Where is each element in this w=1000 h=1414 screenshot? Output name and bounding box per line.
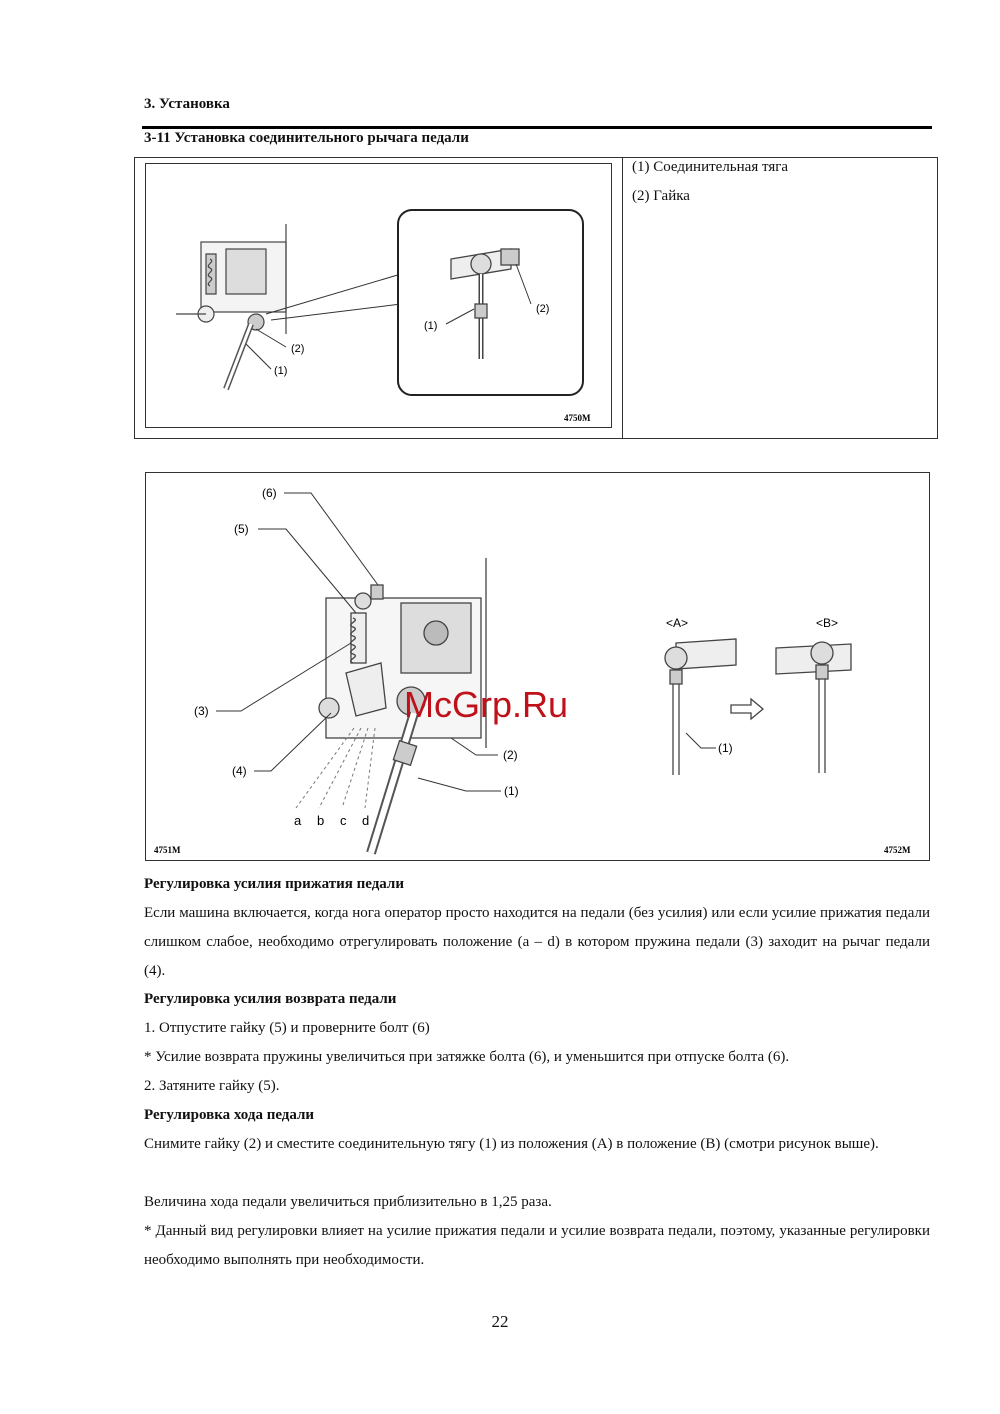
stroke-text: Снимите гайку (2) и сместите соединительную тягу (1) из положения (A) в положение (B) (смотри рисунок выше).: [144, 1136, 879, 1152]
pos-c: c: [340, 813, 347, 828]
position-a-label: <A>: [666, 616, 689, 630]
callout-1: (1): [274, 365, 288, 377]
section-title: 3. Установка: [144, 96, 230, 112]
fig2-callout-2: (2): [503, 748, 518, 762]
fig2-callout-3: (3): [194, 704, 209, 718]
fig2-callout-5: (5): [234, 522, 249, 536]
figure1-code: 4750M: [564, 413, 591, 423]
stroke-note: * Данный вид регулировки влияет на усилие прижатия педали и усилие возврата педали, поэтому, указанные регулировки необходимо выполнять при необходимости.: [144, 1223, 930, 1268]
fig2-callout-1: (1): [504, 784, 519, 798]
divider: [142, 126, 932, 129]
subsection-title: 3-11 Установка соединительного рычага педали: [144, 130, 469, 146]
callout-2: (2): [291, 343, 305, 355]
legend-item-1: (1) Соединительная тяга: [632, 159, 789, 175]
fig2-callout-4: (4): [232, 764, 247, 778]
return-note: * Усилие возврата пружины увеличиться при затяжке болта (6), и уменьшится при отпуске болта (6).: [144, 1049, 790, 1065]
figure2-frame: [145, 472, 930, 861]
stroke-title: Регулировка хода педали: [144, 1107, 315, 1123]
watermark-logo: McGrp.Ru: [404, 684, 569, 725]
pressure-text: Если машина включается, когда нога оператор просто находится на педали (без усилия) или если усилие прижатия педали слишком слабое, необходимо отрегулировать положение (a – d) в котором пружина педали (3) заходит на рычаг педали (4).: [144, 905, 930, 979]
legend-item-2: (2) Гайка: [632, 188, 690, 204]
pressure-title: Регулировка усилия прижатия педали: [144, 876, 404, 892]
pos-d: d: [362, 813, 370, 828]
pos-a: a: [294, 813, 302, 828]
figure2-code-right: 4752M: [884, 845, 911, 855]
position-b-label: <B>: [816, 616, 839, 630]
connecting-rod-illustration: [146, 164, 611, 427]
zoom-callout-1: (1): [424, 320, 438, 332]
fig2-right-callout-1: (1): [718, 741, 733, 755]
fig2-callout-6: (6): [262, 486, 277, 500]
figure2-code-left: 4751M: [154, 845, 181, 855]
pos-b: b: [317, 813, 325, 828]
return-title: Регулировка усилия возврата педали: [144, 991, 397, 1007]
figure1-divider: [622, 157, 623, 439]
stroke-ratio: Величина хода педали увеличиться приблизительно в 1,25 раза.: [144, 1194, 552, 1210]
zoom-callout-2: (2): [536, 303, 550, 315]
return-step-1: 1. Отпустите гайку (5) и проверните болт (6): [144, 1020, 430, 1036]
return-step-2: 2. Затяните гайку (5).: [144, 1078, 280, 1094]
figure1-illustration: [145, 163, 612, 428]
pedal-adjustment-illustration: [146, 473, 928, 859]
page-number: 22: [491, 1312, 509, 1331]
